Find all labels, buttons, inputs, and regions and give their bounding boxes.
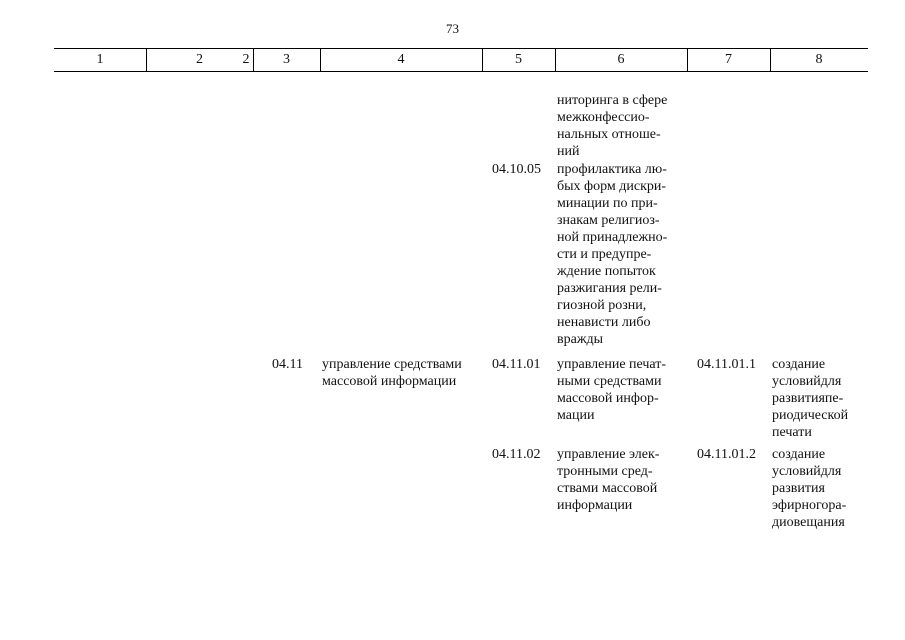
word: риодической (772, 408, 849, 423)
text-line (772, 463, 869, 480)
text-line: ненависти либо (557, 315, 651, 330)
text-line: ний (557, 144, 580, 159)
table-cell-code: 04.11 (272, 357, 303, 372)
word: для (820, 464, 842, 479)
column-header-5: 5 (515, 52, 522, 67)
text-line: бых форм дискри- (557, 179, 667, 194)
column-header-2: 2 (196, 52, 203, 67)
text-line: минации по при- (557, 196, 658, 211)
text-line (772, 373, 869, 390)
text-line: ными средствами (557, 374, 662, 389)
column-header-7: 7 (725, 52, 732, 67)
text-line: межконфессио- (557, 110, 650, 125)
table-cell-code: 04.10.05 (492, 162, 541, 177)
table-cell-code: 04.11.02 (492, 447, 541, 462)
text-line (772, 480, 869, 497)
text-line: нальных отноше- (557, 127, 661, 142)
table-cell-col6 (557, 356, 685, 424)
table-cell-col6 (557, 161, 685, 348)
text-line: гиозной розни, (557, 298, 647, 313)
column-header-4: 4 (397, 52, 405, 67)
text-line: управление элек- (557, 447, 660, 462)
column-header-2: 2 (242, 52, 250, 67)
word: условий (772, 374, 821, 389)
text-line (772, 407, 869, 424)
word: ра- (828, 498, 847, 513)
word: печати (772, 425, 812, 440)
column-header-6: 6 (617, 52, 625, 67)
text-line: ниторинга в сфере (557, 93, 668, 108)
table-cell-col6 (557, 92, 685, 160)
column-header-1b (54, 49, 146, 71)
text-line: ной принадлежно- (557, 230, 668, 245)
text-line: массовой информации (322, 374, 457, 389)
word: создание (772, 447, 826, 462)
text-line: информации (557, 498, 633, 513)
table-cell-code: 04.11.01.2 (697, 447, 756, 462)
text-line (772, 514, 869, 531)
page-number: 73 (446, 21, 459, 36)
text-line: сти и предупре- (557, 247, 652, 262)
word: пе- (824, 391, 844, 406)
text-line: мации (557, 408, 595, 423)
column-header-8: 8 (815, 52, 823, 67)
word: условий (772, 464, 821, 479)
column-header-3: 3 (283, 52, 290, 67)
text-line: вражды (557, 332, 604, 347)
text-line: ждение попыток (557, 264, 656, 279)
table-cell-code: 04.11.01 (492, 357, 541, 372)
table-cell-col6 (557, 446, 685, 514)
table-cell-col8 (772, 356, 869, 441)
word: развития (772, 391, 825, 406)
word: создание (772, 357, 826, 372)
text-line (772, 356, 869, 373)
word: диовещания (772, 515, 845, 530)
word: для (820, 374, 842, 389)
table-cell-code: 04.11.01.1 (697, 357, 756, 372)
text-line: управление средствами (322, 357, 462, 372)
text-line: профилактика лю- (557, 162, 667, 177)
text-line: тронными сред- (557, 464, 653, 479)
table-cell-col4 (322, 356, 487, 390)
table-cell-col8 (772, 446, 869, 531)
column-header-1: 1 (96, 52, 104, 67)
text-line: управление печат- (557, 357, 667, 372)
text-line (772, 497, 869, 514)
text-line: массовой инфор- (557, 391, 659, 406)
text-line (772, 446, 869, 463)
text-line: разжигания рели- (557, 281, 662, 296)
word: развития (772, 481, 825, 496)
text-line (772, 424, 869, 441)
text-line: знакам религиоз- (557, 213, 660, 228)
text-line: ствами массовой (557, 481, 658, 496)
text-line (772, 390, 869, 407)
word: эфирного (772, 498, 829, 513)
